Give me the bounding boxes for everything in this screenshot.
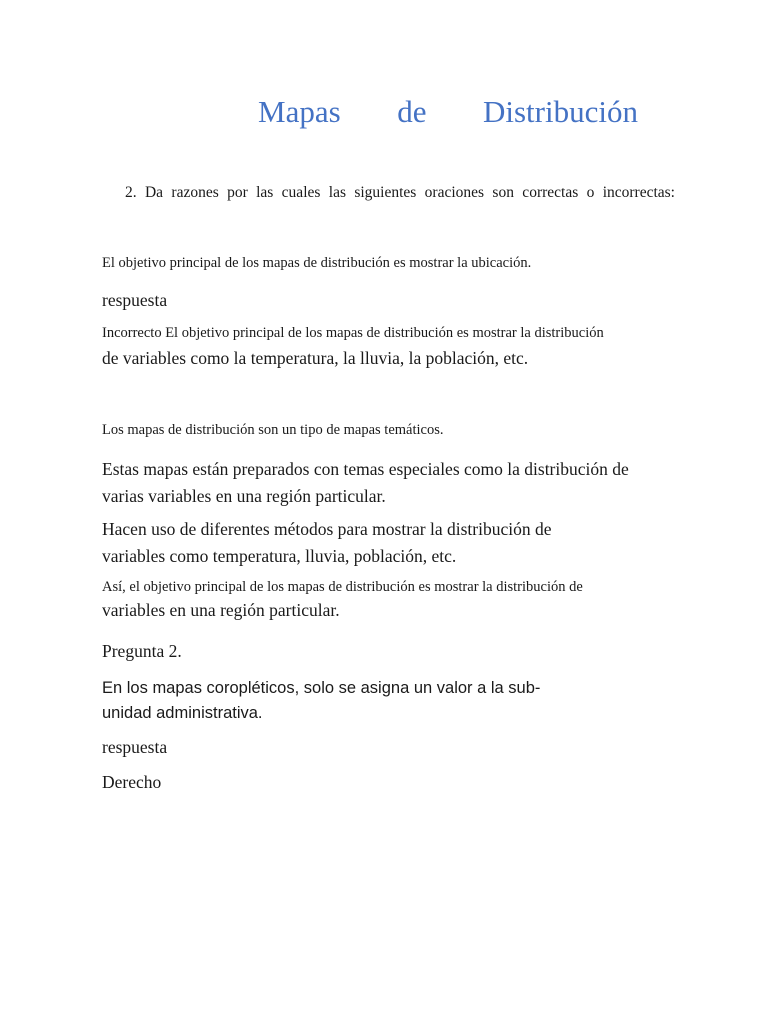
statement-2: Los mapas de distribución son un tipo de mapas temáticos. [102, 422, 444, 438]
question-2 [102, 676, 540, 726]
question-2-line-2: unidad administrativa. [102, 704, 263, 722]
answer-label-1: respuesta [102, 290, 168, 310]
paragraph-1-line-2: varias variables en una región particular. [102, 486, 386, 506]
page-title [258, 96, 638, 127]
answer-2: Derecho [102, 772, 162, 792]
paragraph-1-line-1: Estas mapas están preparados con temas especiales como la distribución de [102, 459, 629, 479]
title-word-2: de [397, 94, 427, 129]
statement-1: El objetivo principal de los mapas de distribución es mostrar la ubicación. [102, 255, 532, 271]
answer-1 [102, 325, 604, 369]
instruction-text: 2. Da razones por las cuales las siguientes oraciones son correctas o incorrectas: [125, 184, 675, 201]
paragraph-3-line-2: variables en una región particular. [102, 600, 340, 620]
question-2-label: Pregunta 2. [102, 641, 182, 661]
answer-label-2: respuesta [102, 737, 168, 757]
answer-1-line-1: Incorrecto El objetivo principal de los mapas de distribución es mostrar la distribución [102, 325, 604, 341]
question-2-line-1: En los mapas coropléticos, solo se asigna un valor a la sub- [102, 679, 541, 697]
paragraph-2-line-2: variables como temperatura, lluvia, población, etc. [102, 546, 457, 566]
paragraph-2 [102, 516, 552, 570]
title-word-3: Distribución [482, 94, 638, 129]
answer-1-line-2: de variables como la temperatura, la lluvia, la población, etc. [102, 348, 529, 368]
paragraph-1 [102, 456, 629, 510]
paragraph-2-line-1: Hacen uso de diferentes métodos para mostrar la distribución de [102, 519, 552, 539]
paragraph-3 [102, 579, 583, 621]
paragraph-3-line-1: Así, el objetivo principal de los mapas de distribución es mostrar la distribución de [102, 579, 583, 595]
title-word-1: Mapas [258, 94, 341, 129]
